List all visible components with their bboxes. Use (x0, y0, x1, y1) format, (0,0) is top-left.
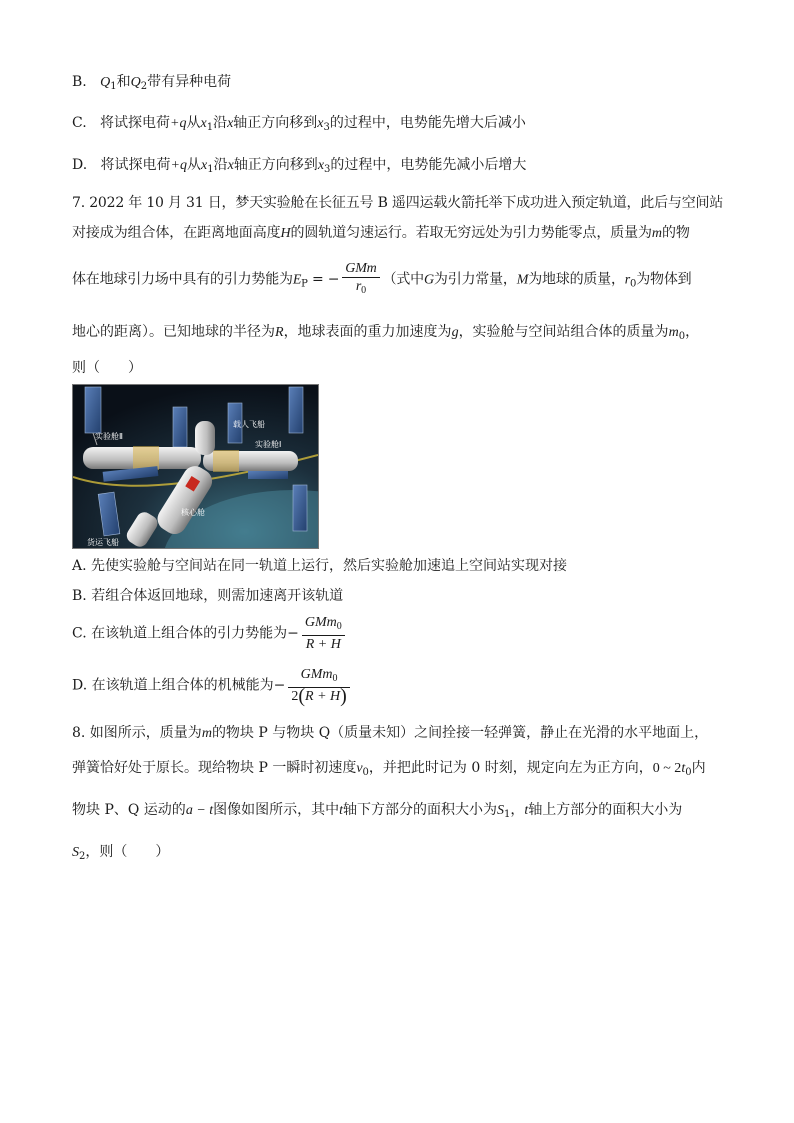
label-core-module: 核心舱 (181, 508, 205, 517)
q7-line-1: 7. 2022 年 10 月 31 日，梦天实验舱在长征五号 B 遥四运载火箭托举下成功进入预定轨道，此后与空间站 (72, 195, 724, 211)
q7-line-5: 则（ ） (72, 360, 142, 376)
label-lab-2: 实验舱Ⅱ (95, 432, 123, 441)
label-crew-ship: 载人飞船 (233, 420, 265, 429)
space-station-illustration (73, 385, 318, 548)
q6-option-c: C. 将试探电荷+q从$x_1$沿x轴正方向移到$x_3$的过程中，电势能先增大后减小 (72, 115, 526, 133)
q7-option-c: C. 在该轨道上组合体的引力势能为− $\frac{GMm_0}{R + H}$ (72, 614, 348, 653)
space-station-figure (72, 384, 319, 549)
q7-option-b: B. 若组合体返回地球，则需加速离开该轨道 (72, 588, 344, 604)
q8-line-1: 8. 如图所示，质量为m的物块 P 与物块 Q（质量未知）之间拴接一轻弹簧，静止在光滑的水平地面上， (72, 725, 709, 741)
option-d-fraction: $\frac{GMm_0}{2(R + H)}$ (288, 666, 349, 705)
q7-line-3: 体在地球引力场中具有的引力势能为$E_P$ = − $\frac{\text{GMm}}{r_0}$ （式中G为引力常量，M为地球的质量，$r_0$为物体到 (72, 260, 691, 303)
q6-option-b: B. $Q_1$和$Q_2$带有异种电荷 (72, 74, 232, 92)
q7-line-4: 地心的距离）。已知地球的半径为R，地球表面的重力加速度为g，实验舱与空间站组合体的质量为$m_0$， (72, 324, 700, 342)
q7-line-2: 对接成为组合体，在距离地面高度H的圆轨道匀速运行。若取无穷远处为引力势能零点，质量为m的物 (72, 225, 690, 241)
q8-line-2: 弹簧恰好处于原长。现给物块 P 一瞬时初速度$v_0$，并把此时记为 0 时刻，规定向左为正方向，0 ~ $2t_0$内 (72, 760, 706, 778)
potential-energy-fraction: $\frac{\text{GMm}}{r_0}$ (342, 260, 379, 299)
q7-option-a: A. 先使实验舱与空间站在同一轨道上运行，然后实验舱加速追上空间站实现对接 (72, 558, 568, 574)
option-c-fraction: $\frac{GMm_0}{R + H}$ (302, 614, 345, 653)
q8-line-3: 物块 P、Q 运动的a − t图像如图所示，其中t轴下方部分的面积大小为$S_1$，t轴上方部分的面积大小为 (72, 802, 683, 820)
q7-option-d: D. 在该轨道上组合体的机械能为− $\frac{GMm_0}{2(R + H)}$ (72, 666, 353, 705)
q6-option-d: D. 将试探电荷+q从$x_1$沿x轴正方向移到$x_3$的过程中，电势能先减小后增大 (72, 157, 527, 175)
label-cargo-ship: 货运飞船 (87, 538, 119, 547)
label-lab-1: 实验舱Ⅰ (255, 440, 282, 449)
q8-line-4: $S_2$，则（ ） (72, 844, 170, 862)
